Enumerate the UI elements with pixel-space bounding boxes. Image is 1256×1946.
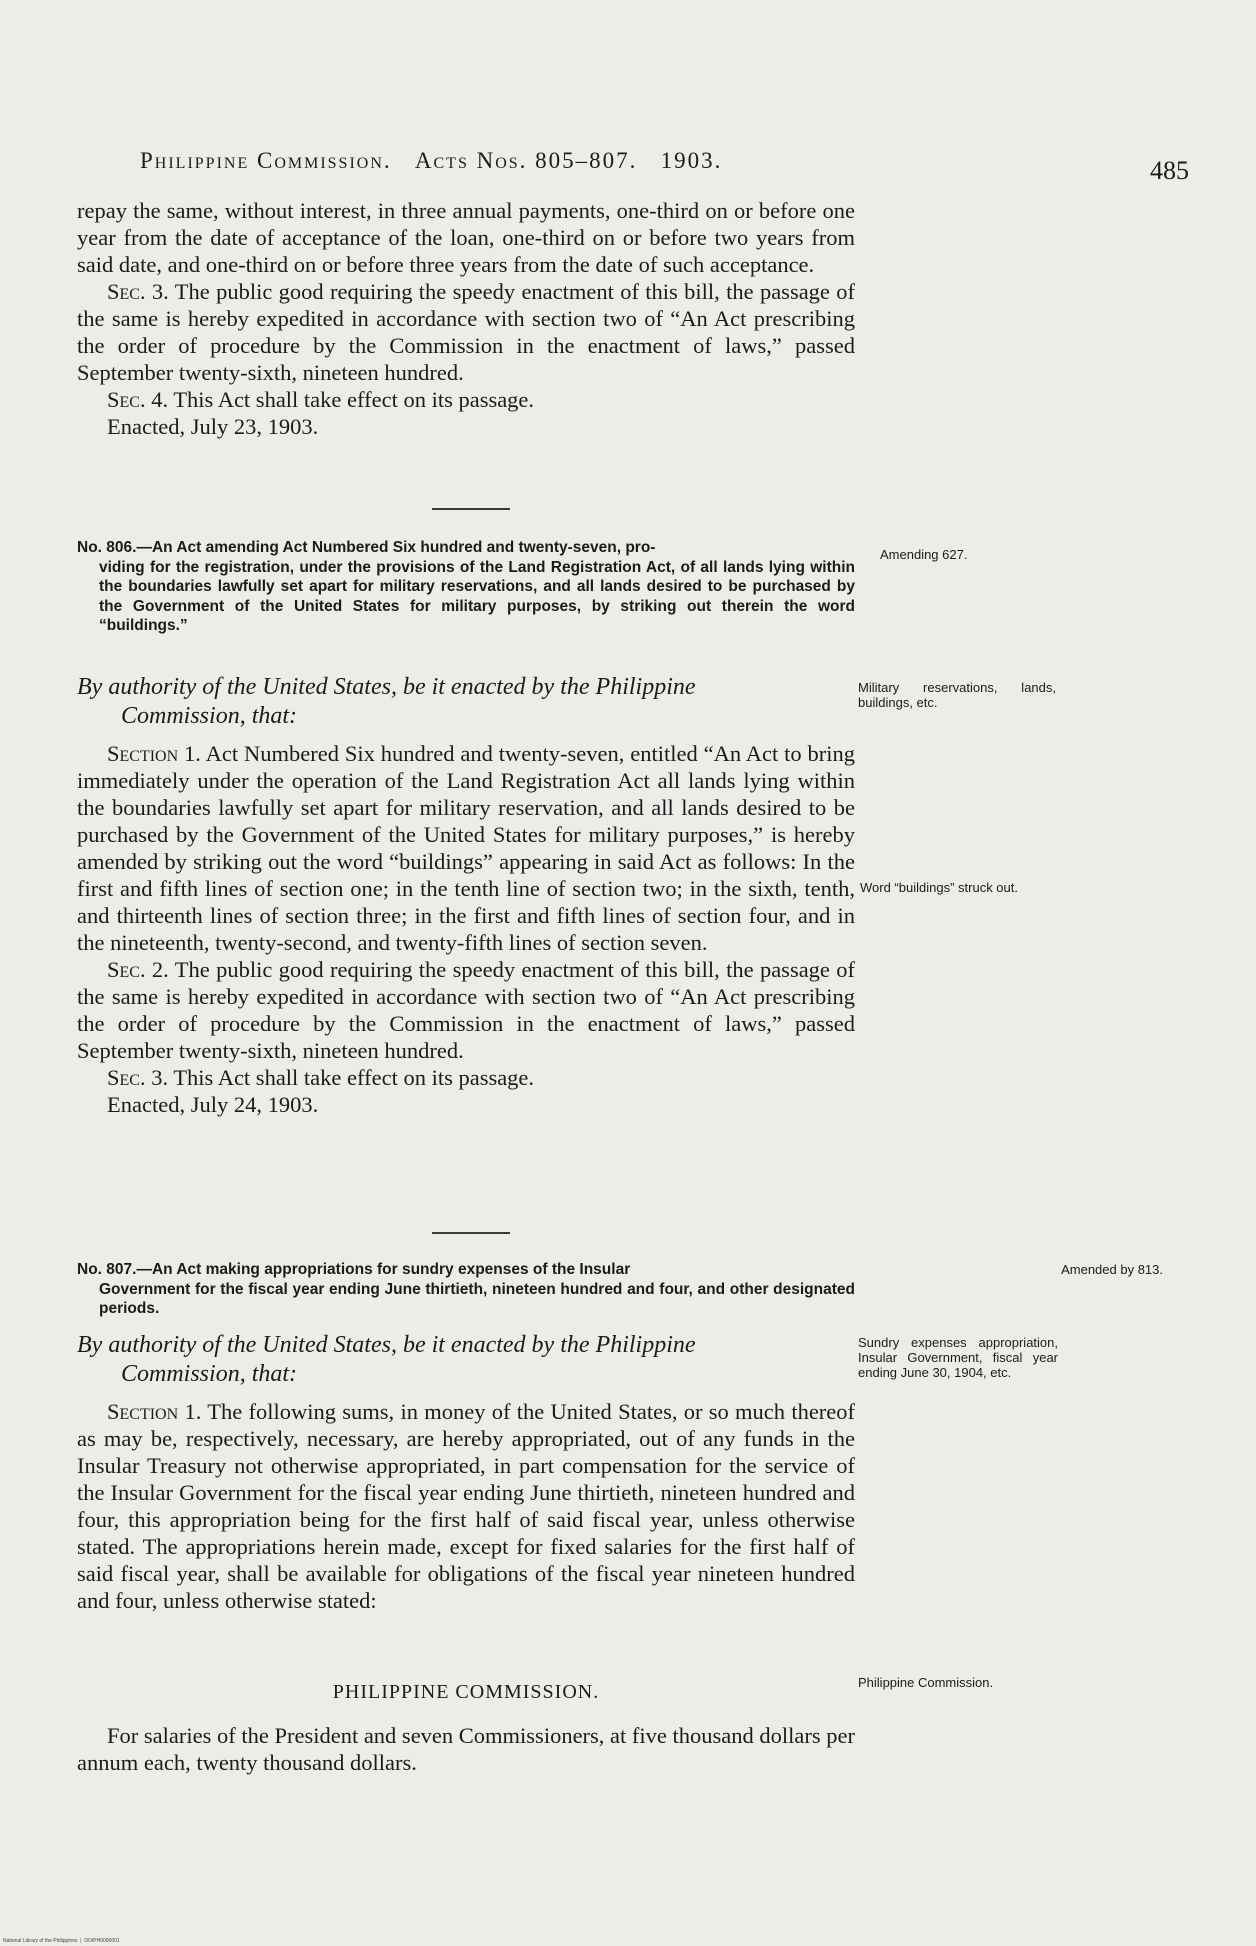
header-title: Philippine Commission.: [140, 148, 392, 173]
act806-enacting-clause: [77, 673, 867, 731]
header-year: 1903.: [660, 148, 723, 173]
section-text: This Act shall take effect on its passage.: [173, 387, 535, 412]
section-text: This Act shall take effect on its passage.: [173, 1065, 535, 1090]
act807-salaries: [77, 1722, 855, 1776]
footer-library: National Library of the Philippines: [3, 1938, 78, 1944]
act806-title-rest: viding for the registration, under the provisions of the Land Registration Act, of all lands lying within the boundaries lawfully set apart for military reservations, and all lands desired to be purchased by the Government of the United States for military purposes, by striking out therein the word “buildings.”: [99, 558, 855, 634]
margin-note-word-buildings: Word “buildings” struck out.: [860, 880, 1018, 895]
separator-rule: [432, 1232, 510, 1234]
header-acts: Acts Nos. 805–807.: [414, 148, 638, 173]
enacting-line1: By authority of the United States, be it enacted by the Philippine: [77, 1332, 696, 1358]
page-number: 485: [1150, 156, 1189, 185]
act805-continuation: [77, 197, 855, 440]
section-label: Section 1.: [107, 1399, 202, 1424]
separator-rule: [432, 508, 510, 510]
act807-body: [77, 1398, 855, 1614]
act806-sec3: [77, 1064, 855, 1091]
section-label: Section 1.: [107, 741, 201, 766]
section-text: The public good requiring the speedy enactment of this bill, the passage of the same is hereby expedited in accordance with section two of “An Act prescribing the order of procedure by the Commission in the enactment of laws,” passed September twenty-sixth, nineteen hundred.: [77, 279, 856, 385]
act806-sec1: [77, 740, 855, 956]
act805-sec3: [77, 278, 855, 386]
act807-sec1: [77, 1398, 855, 1614]
act805-sec4: [77, 386, 855, 413]
act805-para1: repay the same, without interest, in three annual payments, one-third on or before one year from the date of acceptance of the loan, one-third on or before two years from said date, and one-third on or before three years from the date of such acceptance.: [77, 198, 855, 277]
footer-code: DOIPH0000001: [84, 1938, 120, 1944]
act807-title-rest: Government for the fiscal year ending June thirtieth, nineteen hundred and four, and other designated periods.: [99, 1280, 855, 1317]
running-header: [140, 148, 722, 174]
margin-note-commission: Philippine Commission.: [858, 1675, 994, 1690]
act806-sec2: [77, 956, 855, 1064]
enacting-line1: By authority of the United States, be it enacted by the Philippine: [77, 674, 696, 700]
enacting-line2: Commission, that:: [121, 1361, 298, 1387]
section-label: Sec. 2.: [107, 957, 169, 982]
salaries-paragraph: For salaries of the President and seven Commissioners, at five thousand dollars per annum each, twenty thousand dollars.: [77, 1723, 855, 1775]
section-label: Sec. 3.: [107, 1065, 169, 1090]
act805-enacted: Enacted, July 23, 1903.: [107, 414, 319, 439]
section-text: The public good requiring the speedy enactment of this bill, the passage of the same is hereby expedited in accordance with section two of “An Act prescribing the order of procedure by the Commission in the enactment of laws,” passed September twenty-sixth, nineteen hundred.: [77, 957, 856, 1063]
act807-title-line1: No. 807.—An Act making appropriations for sundry expenses of the Insular: [77, 1261, 631, 1278]
section-heading-commission: PHILIPPINE COMMISSION.: [332, 1681, 600, 1703]
margin-note-amending: Amending 627.: [880, 547, 968, 562]
section-label: Sec. 3.: [107, 279, 169, 304]
enacting-line2: Commission, that:: [121, 703, 298, 729]
margin-note-amended: Amended by 813.: [1061, 1262, 1163, 1277]
section-text: Act Numbered Six hundred and twenty-seven, entitled “An Act to bring immediately under the operation of the Land Registration Act all lands lying within the boundaries lawfully set apart for military reservation, and all lands desired to be purchased by the Government of the United States for military purposes,” is hereby amended by striking out the word “buildings” appearing in said Act as follows: In the first and fifth lines of section one; in the tenth line of section two; in the sixth, tenth, and thirteenth lines of section three; in the first and fifth lines of section four, and in the nineteenth, twenty-second, and twenty-fifth lines of section seven.: [77, 741, 855, 955]
scan-footer: National Library of the Philippines | DOIPH0000001: [3, 1938, 120, 1944]
margin-note-sundry: Sundry expenses appropriation, Insular Government, fiscal year ending June 30, 1904, etc.: [858, 1335, 1058, 1380]
act807-title: [77, 1260, 855, 1319]
section-label: Sec. 4.: [107, 387, 169, 412]
act806-title-line1: No. 806.—An Act amending Act Numbered Six hundred and twenty-seven, pro-: [77, 539, 656, 556]
act806-body: [77, 740, 855, 1118]
act807-enacting-clause: [77, 1331, 867, 1389]
section-text: The following sums, in money of the United States, or so much thereof as may be, respectively, necessary, are hereby appropriated, out of any funds in the Insular Treasury not otherwise appropriated, in part compensation for the service of the Insular Government for the fiscal year ending June thirtieth, nineteen hundred and four, this appropriation being for the first half of said fiscal year, unless otherwise stated. The appropriations herein made, except for fixed salaries for the first half of said fiscal year, shall be available for obligations of the fiscal year nineteen hundred and four, unless otherwise stated:: [77, 1399, 856, 1613]
act806-enacted: Enacted, July 24, 1903.: [107, 1092, 319, 1117]
margin-note-military: Military reservations, lands, buildings, etc.: [858, 680, 1056, 710]
act806-title: [77, 538, 855, 636]
